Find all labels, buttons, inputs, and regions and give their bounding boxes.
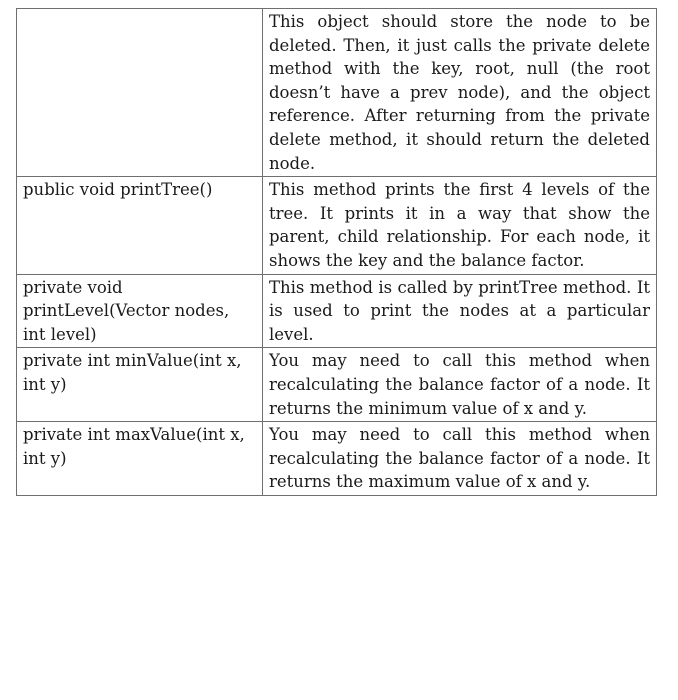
table-row: [17, 348, 657, 422]
method-signature-cell: public void printTree(): [17, 177, 263, 274]
method-signature-cell: private int minValue(int x, int y): [17, 348, 263, 422]
table-row: [17, 274, 657, 348]
table-row: [17, 9, 657, 177]
method-description-cell: This method prints the first 4 levels of the tree. It prints it in a way that show the parent, child relationship. For each node, it shows the key and the balance factor.: [263, 177, 657, 274]
method-signature-cell: [17, 9, 263, 177]
table-row: [17, 177, 657, 274]
method-signature-cell: private int maxValue(int x, int y): [17, 422, 263, 496]
method-description-cell: This object should store the node to be deleted. Then, it just calls the private delete method with the key, root, null (the root doesn’t have a prev node), and the object reference. After returning from the private delete method, it should return the deleted node.: [263, 9, 657, 177]
method-description-cell: You may need to call this method when recalculating the balance factor of a node. It returns the minimum value of x and y.: [263, 348, 657, 422]
method-description-cell: This method is called by printTree method. It is used to print the nodes at a particular level.: [263, 274, 657, 348]
method-description-cell: You may need to call this method when recalculating the balance factor of a node. It returns the maximum value of x and y.: [263, 422, 657, 496]
table-row: [17, 422, 657, 496]
method-description-table: [16, 8, 657, 496]
method-signature-cell: private void printLevel(Vector nodes, int level): [17, 274, 263, 348]
